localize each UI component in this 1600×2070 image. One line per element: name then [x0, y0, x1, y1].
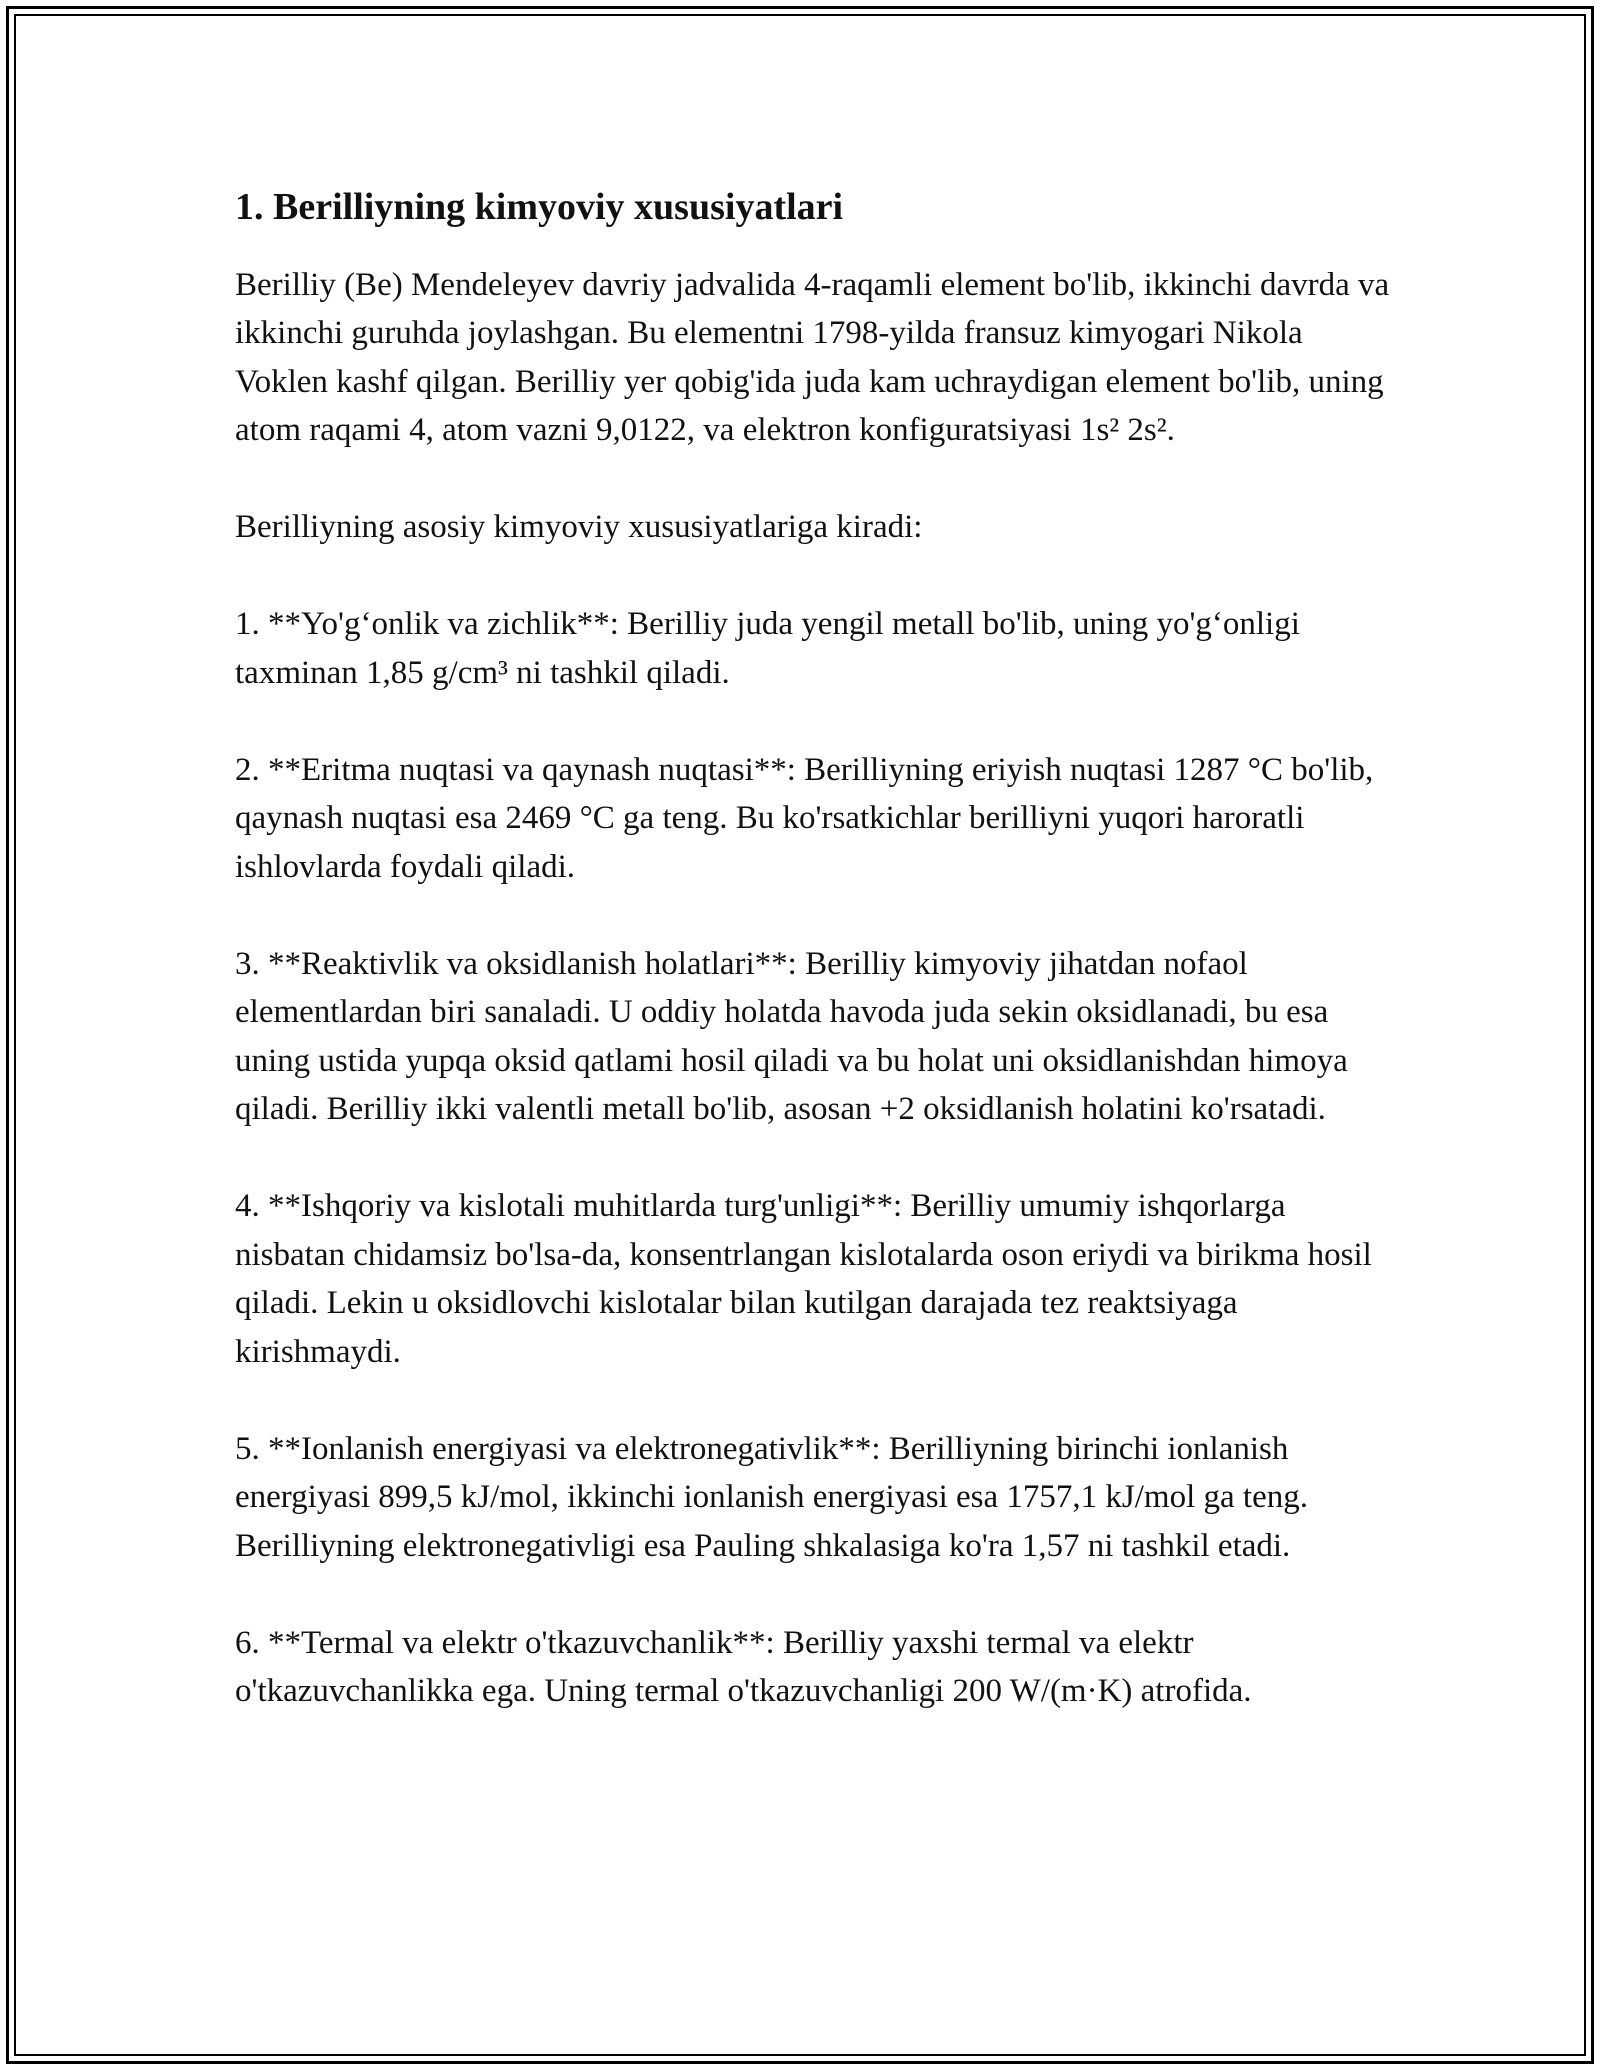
- document-body: [235, 185, 1395, 1764]
- list-item-5: 5. **Ionlanish energiyasi va elektronegativlik**: Berilliyning birinchi ionlanish energiyasi 899,5 kJ/mol, ikkinchi ionlanish energiyasi esa 1757,1 kJ/mol ga teng. Berilliyning elektronegativligi esa Pauling shkalasiga ko'ra 1,57 ni tashkil etadi.: [235, 1430, 1308, 1564]
- lead-paragraph: Berilliyning asosiy kimyoviy xususiyatlariga kiradi:: [235, 509, 923, 546]
- list-item-6: 6. **Termal va elektr o'tkazuvchanlik**: Berilliy yaxshi termal va elektr o'tkazuvchanlikka ega. Uning termal o'tkazuvchanligi 200 W/(m·K) atrofida.: [235, 1624, 1252, 1710]
- list-item-1: 1. **Yo'g‘onlik va zichlik**: Berilliy juda yengil metall bo'lib, uning yo'g‘onligi taxminan 1,85 g/cm³ ni tashkil qiladi.: [235, 606, 1300, 691]
- section-title: 1. Berilliyning kimyoviy xususiyatlari: [235, 186, 844, 228]
- list-item-3: 3. **Reaktivlik va oksidlanish holatlari**: Berilliy kimyoviy jihatdan nofaol elementlardan biri sanaladi. U oddiy holatda havoda juda sekin oksidlanadi, bu esa uning ustida yupqa oksid qatlami hosil qiladi va bu holat uni oksidlanishdan himoya qiladi. Berilliy ikki valentli metall bo'lib, asosan +2 oksidlanish holatini ko'rsatadi.: [235, 945, 1348, 1128]
- list-item-4: 4. **Ishqoriy va kislotali muhitlarda turg'unligi**: Berilliy umumiy ishqorlarga nisbatan chidamsiz bo'lsa-da, konsentrlangan kislotalarda oson eriydi va birikma hosil qiladi. Lekin u oksidlovchi kislotalar bilan kutilgan darajada tez reaktsiyaga kirishmaydi.: [235, 1188, 1372, 1370]
- list-item-2: 2. **Eritma nuqtasi va qaynash nuqtasi**: Berilliyning eriyish nuqtasi 1287 °C bo'lib, qaynash nuqtasi esa 2469 °C ga teng. Bu ko'rsatkichlar berilliyni yuqori haroratli ishlovlarda foydali qiladi.: [235, 751, 1374, 885]
- intro-paragraph: Berilliy (Be) Mendeleyev davriy jadvalida 4-raqamli element bo'lib, ikkinchi davrda va ikkinchi guruhda joylashgan. Bu elementni 1798-yilda fransuz kimyogari Nikola Voklen kashf qilgan. Berilliy yer qobig'ida juda kam uchraydigan element bo'lib, uning atom raqami 4, atom vazni 9,0122, va elektron konfiguratsiyasi 1s² 2s².: [235, 266, 1390, 449]
